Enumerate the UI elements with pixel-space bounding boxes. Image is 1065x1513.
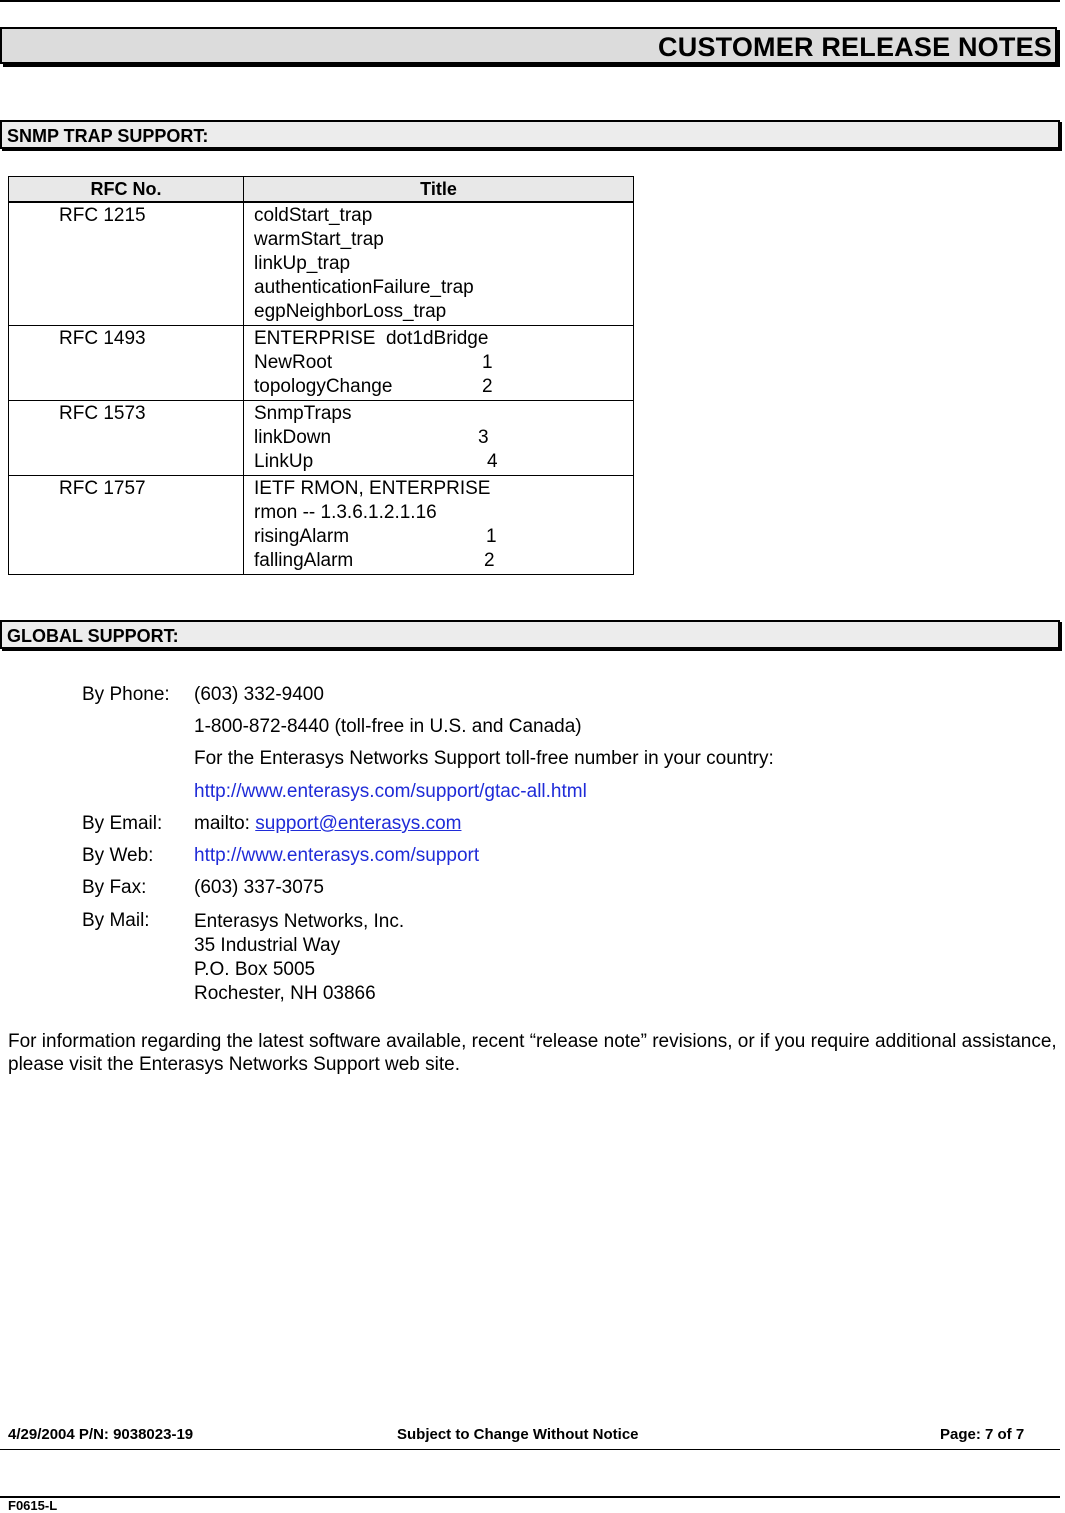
trap-name: egpNeighborLoss_trap [254,301,447,322]
table-row [9,401,634,476]
trap-name: authenticationFailure_trap [254,277,474,298]
snmp-section-header [0,120,1060,149]
title-header: Title [244,177,634,203]
fax-number: (603) 337-3075 [194,877,324,898]
web-label: By Web: [82,845,154,866]
trap-name: rmon -- 1.3.6.1.2.1.16 [254,502,437,523]
email-link[interactable]: support@enterasys.com [255,813,462,834]
trap-name: coldStart_trap [254,205,373,226]
trap-name: IETF RMON, ENTERPRISE [254,478,491,499]
trap-name: SnmpTraps [254,403,352,424]
rfc-number: RFC 1757 [9,476,244,575]
snmp-section-title: SNMP TRAP SUPPORT: [7,126,209,146]
trap-name: fallingAlarm [254,550,354,571]
rfc-no-header: RFC No. [9,177,244,203]
email-value [194,813,461,835]
footer-page: Page: 7 of 7 [940,1426,1025,1443]
trap-name: ENTERPRISE dot1dBridge [254,328,489,349]
trap-name: NewRoot [254,352,333,373]
trap-name: warmStart_trap [254,229,384,250]
web-link[interactable]: http://www.enterasys.com/support [194,845,480,866]
rfc-number: RFC 1573 [9,401,244,476]
email-label: By Email: [82,813,163,834]
mail-line: 35 Industrial Way [194,935,341,956]
trap-name: topologyChange [254,376,393,397]
rfc-number: RFC 1215 [9,202,244,326]
top-rule [0,0,1060,2]
phone-label: By Phone: [82,684,170,705]
trap-name: risingAlarm [254,526,350,547]
support-country-link[interactable]: http://www.enterasys.com/support/gtac-all.html [194,781,587,802]
mail-line: Rochester, NH 03866 [194,983,376,1004]
trap-name: LinkUp [254,451,314,472]
rfc-title-cell [244,401,634,476]
trap-number: 3 [478,427,489,448]
trap-number: 2 [482,376,493,397]
mail-line: Enterasys Networks, Inc. [194,911,405,932]
table-row [9,202,634,326]
footer-bottom-rule [0,1496,1060,1498]
footer-notice: Subject to Change Without Notice [397,1426,639,1443]
page-banner [0,27,1057,64]
fax-label: By Fax: [82,877,147,898]
rfc-table [8,176,634,575]
footer-form-id: F0615-L [8,1498,58,1513]
footer-date-pn: 4/29/2004 P/N: 9038023-19 [8,1426,194,1443]
phone-country-note: For the Enterasys Networks Support toll-free number in your country: [194,748,774,769]
table-row [9,326,634,401]
trap-name: linkDown [254,427,332,448]
global-section-header [0,620,1060,649]
table-row [9,476,634,575]
rfc-title-cell [244,326,634,401]
trap-number: 2 [484,550,495,571]
rfc-title-cell [244,202,634,326]
global-section-title: GLOBAL SUPPORT: [7,626,179,646]
mail-address [194,910,404,1006]
mail-line: P.O. Box 5005 [194,959,316,980]
trap-number: 4 [487,451,498,472]
mail-label: By Mail: [82,910,150,931]
rfc-title-cell [244,476,634,575]
footer-rule [0,1449,1060,1450]
trap-name: linkUp_trap [254,253,351,274]
email-prefix: mailto: [194,813,250,834]
trap-number: 1 [486,526,497,547]
phone-tollfree: 1-800-872-8440 (toll-free in U.S. and Canada) [194,716,582,737]
table-header-row [9,177,634,203]
rfc-number: RFC 1493 [9,326,244,401]
page-title: CUSTOMER RELEASE NOTES [658,32,1052,62]
phone-number: (603) 332-9400 [194,684,324,705]
info-paragraph: For information regarding the latest software available, recent “release note” revisions, or if you require additional assistance, please visit the Enterasys Networks Support web site. [8,1031,1057,1075]
trap-number: 1 [482,352,493,373]
